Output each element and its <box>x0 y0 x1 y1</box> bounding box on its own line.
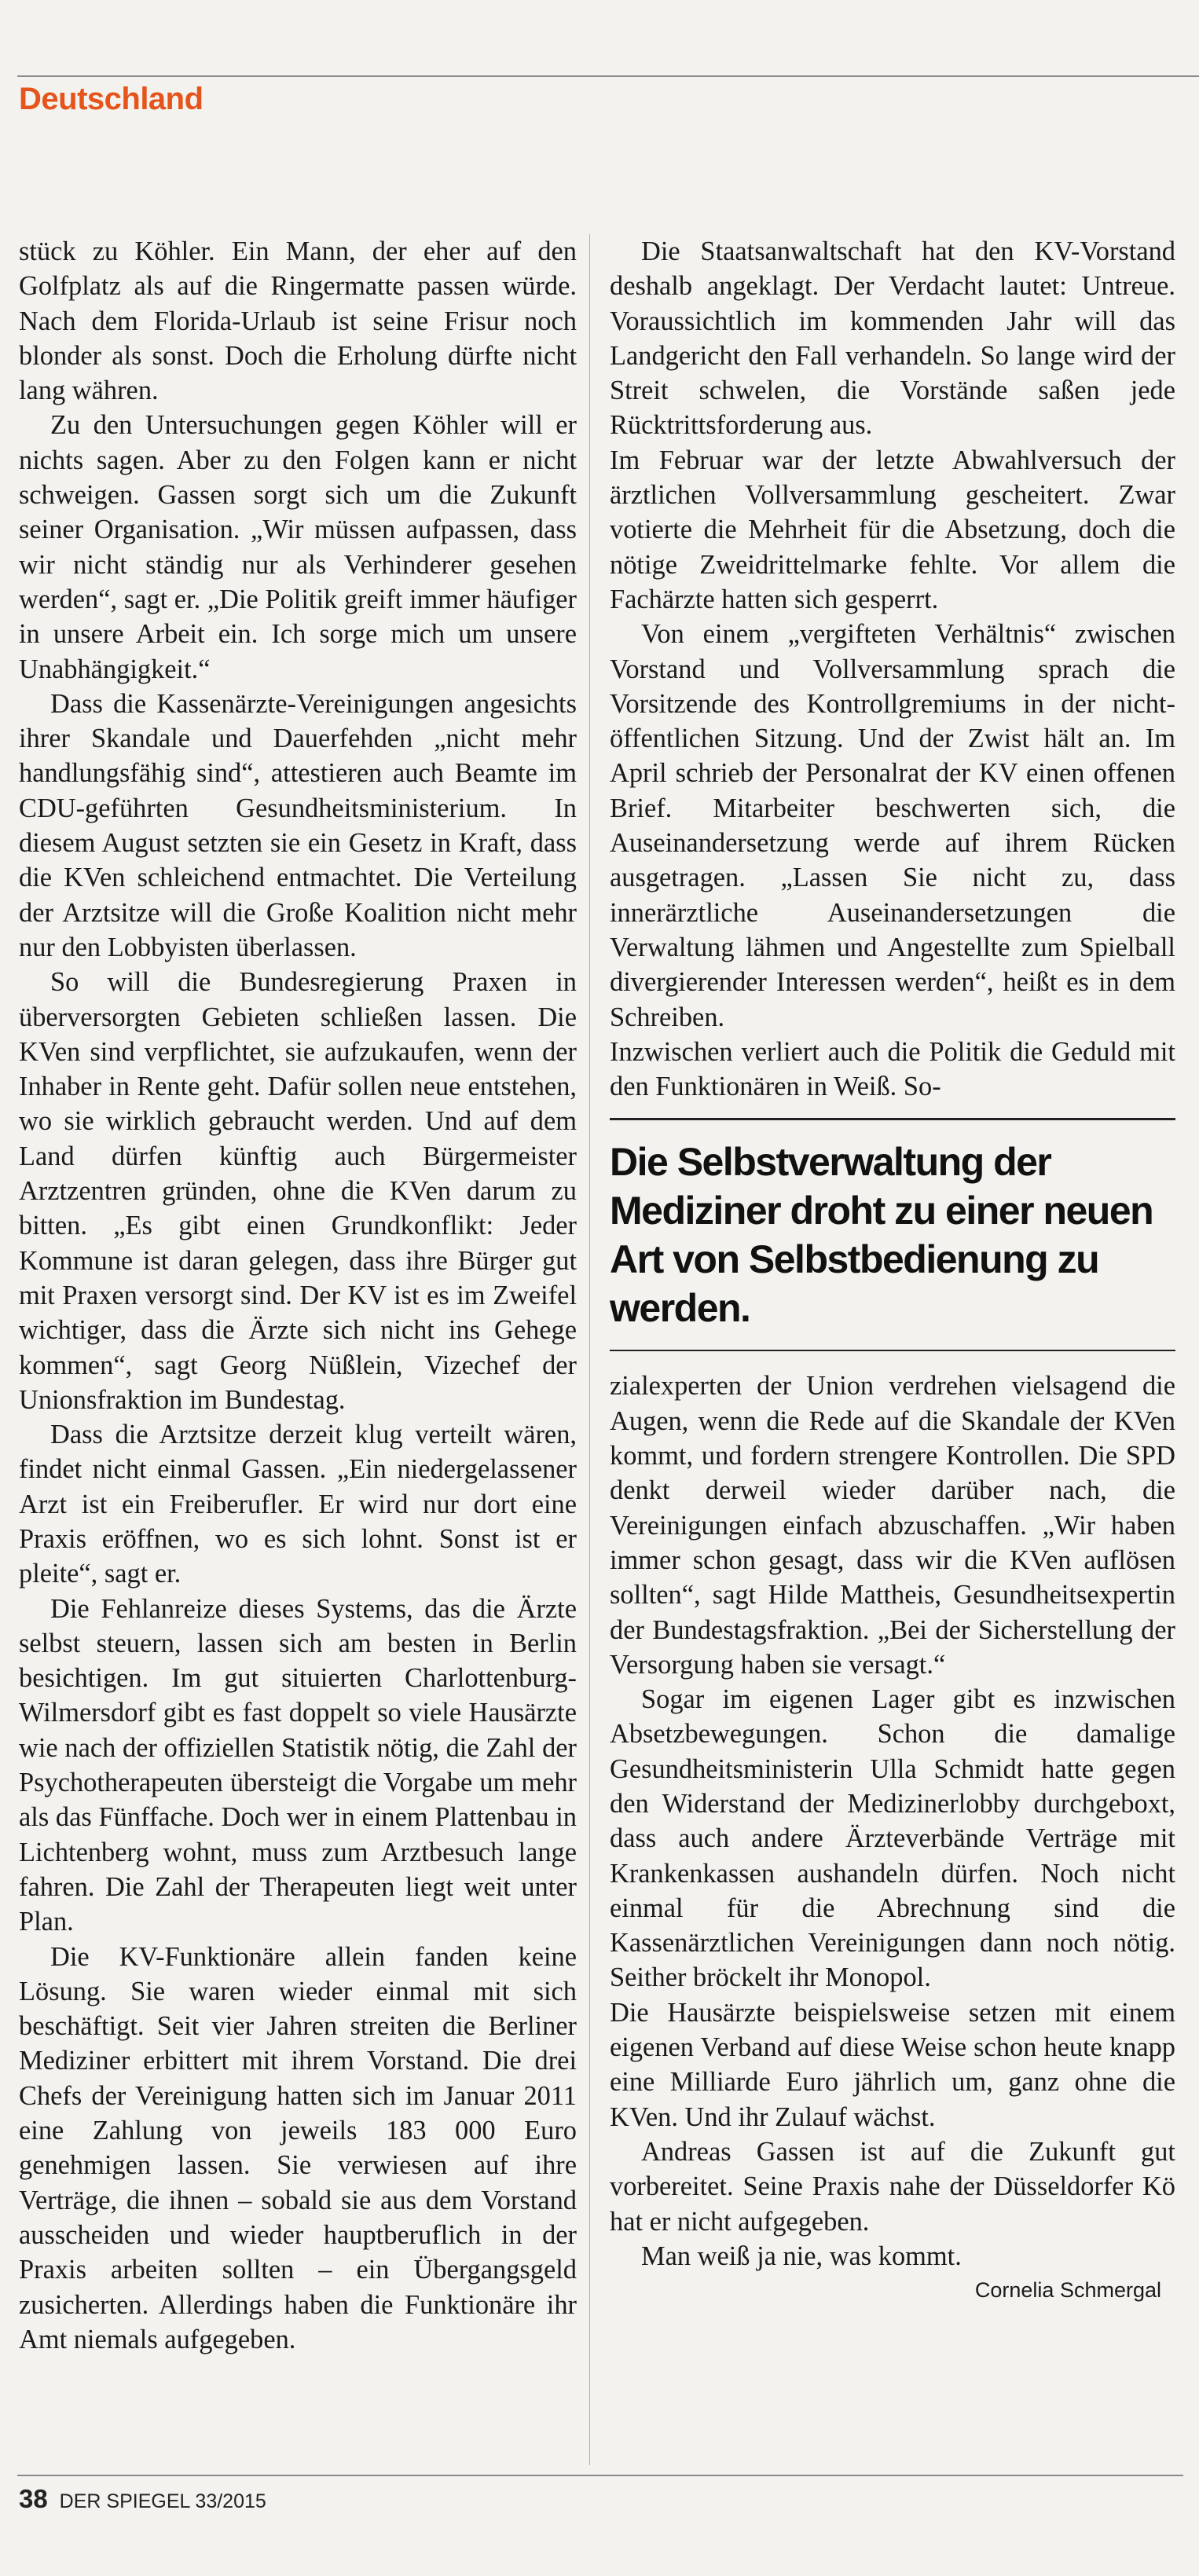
article-column-right <box>610 234 1175 2305</box>
paragraph: Die Hausärzte beispielsweise setzen mit einem eigenen Verband auf diese Weise schon heute knapp eine Milliarde Euro jährlich um, ganz ohne die KVen. Und ihr Zulauf wächst. <box>610 1997 1175 2132</box>
column-divider <box>589 234 590 2465</box>
paragraph: Andreas Gassen ist auf die Zukunft gut vorbereitet. Seine Praxis nahe der Düsseldorfer Kö hat er nicht aufgegeben. <box>610 2136 1175 2237</box>
paragraph: Dass die Arztsitze derzeit klug verteilt wären, findet nicht einmal Gassen. „Ein niedergelassener Arzt ist ein Freiberufler. Er wird nur dort eine Praxis eröffnen, wo es sich lohnt. Sonst ist er pleite“, sagt er. <box>19 1420 577 1589</box>
footer-rule <box>17 2475 1183 2476</box>
article-column-left <box>19 234 577 2357</box>
paragraph: Inzwischen verliert auch die Politik die Geduld mit den Funktionären in Weiß. So- <box>610 1036 1175 1102</box>
pull-quote: Die Selbstverwaltung der Mediziner droht zu einer neuen Art von Selbstbedienung zu werden. <box>610 1118 1175 1351</box>
paragraph: Die KV-Funktionäre allein fanden keine Lösung. Sie waren wieder einmal mit sich beschäftigt. Seit vier Jahren streiten die Berliner Mediziner erbittert mit ihrem Vorstand. Die drei Chefs der Vereinigung hatten sich im Januar 2011 eine Zahlung von jeweils 183 000 Euro genehmigen lassen. Sie verwiesen auf ihre Verträge, die ihnen – sobald sie aus dem Vorstand ausscheiden und wieder hauptberuflich in der Praxis arbeiten sollten – ein Übergangsgeld zusicherten. Allerdings haben die Funktionäre ihr Amt niemals aufgegeben. <box>19 1941 577 2354</box>
section-label: Deutschland <box>19 82 204 116</box>
paragraph: Die Staatsanwaltschaft hat den KV-Vorstand deshalb angeklagt. Der Verdacht lautet: Untreue. Voraussichtlich im kommenden Jahr will das Landgericht den Fall verhandeln. So lange wird der Streit schwelen, die Vorstände saßen jede Rücktrittsforderung aus. <box>610 236 1175 441</box>
page-number: 38 <box>19 2484 48 2513</box>
publication-name: DER SPIEGEL 33/2015 <box>59 2490 266 2512</box>
paragraph: Man weiß ja nie, was kommt. <box>641 2241 962 2271</box>
paragraph: So will die Bundesregierung Praxen in überversorgten Gebieten schließen lassen. Die KVen sind verpflichtet, sie aufzukaufen, wenn der Inhaber in Rente geht. Dafür sollen neue entstehen, wo sie wirklich gebraucht werden. Und auf dem Land dürfen künftig auch Bürgermeister Arztzentren gründen, ohne die KVen darum zu bitten. „Es gibt einen Grundkonflikt: Jeder Kommune ist daran gelegen, dass ihre Bürger gut mit Praxen versorgt sind. Der KV ist es im Zweifel wichtiger, dass die Ärzte sich nicht ins Gehege kommen“, sagt Georg Nüßlein, Vizechef der Unionsfraktion im Bundestag. <box>19 967 577 1415</box>
paragraph: stück zu Köhler. Ein Mann, der eher auf den Golfplatz als auf die Ringermatte passen würde. Nach dem Florida-Urlaub ist seine Frisur noch blonder als sonst. Doch die Erholung dürfte nicht lang währen. <box>19 236 577 406</box>
paragraph: Von einem „vergifteten Verhältnis“ zwischen Vorstand und Vollversammlung sprach die Vorsitzende des Kontrollgremiums in der nicht-öffentlichen Sitzung. Und der Zwist hält an. Im April schrieb der Personalrat der KV einen offenen Brief. Mitarbeiter beschwerten sich, die Auseinandersetzung werde auf ihrem Rücken ausgetragen. „Lassen Sie nicht zu, dass innerärztliche Auseinandersetzungen die Verwaltung lähmen und Angestellte zum Spielball divergierender Interessen werden“, heißt es in dem Schreiben. <box>610 619 1175 1032</box>
paragraph: Sogar im eigenen Lager gibt es inzwischen Absetzbewegungen. Schon die damalige Gesundheitsministerin Ulla Schmidt hatte gegen den Widerstand der Medizinerlobby durchgeboxt, dass auch andere Ärzteverbände Verträge mit Krankenkassen aushandeln dürfen. Noch nicht einmal für die Abrechnung sind die Kassenärztlichen Vereinigungen dann noch nötig. Seither bröckelt ihr Monopol. <box>610 1684 1175 1993</box>
paragraph: Zu den Untersuchungen gegen Köhler will er nichts sagen. Aber zu den Folgen kann er nicht schweigen. Gassen sorgt sich um die Zukunft seiner Organisation. „Wir müssen aufpassen, dass wir nicht ständig nur als Verhinderer gesehen werden“, sagt er. „Die Politik greift immer häufiger in unsere Arbeit ein. Ich sorge mich um unsere Unabhängigkeit.“ <box>19 410 577 684</box>
paragraph: Dass die Kassenärzte-Vereinigungen angesichts ihrer Skandale und Dauerfehden „nicht mehr handlungsfähig sind“, attestieren auch Beamte im CDU-geführten Gesundheitsministerium. In diesem August setzten sie ein Gesetz in Kraft, dass die KVen schleichend entmachtet. Die Verteilung der Arztsitze will die Große Koalition nicht mehr nur den Lobbyisten überlassen. <box>19 688 577 962</box>
author-byline: Cornelia Schmergal <box>974 2278 1161 2303</box>
paragraph: Die Fehlanreize dieses Systems, das die Ärzte selbst steuern, lassen sich am besten in Berlin besichtigen. Im gut situierten Charlottenburg-Wilmersdorf gibt es fast doppelt so viele Hausärzte wie nach der offiziellen Statistik nötig, die Zahl der Psychotherapeuten übersteigt die Vorgabe um mehr als das Fünffache. Doch wer in einem Plattenbau in Lichtenberg wohnt, muss zum Arztbesuch lange fahren. Die Zahl der Therapeuten liegt weit unter Plan. <box>19 1593 577 1937</box>
paragraph: zialexperten der Union verdrehen vielsagend die Augen, wenn die Rede auf die Skandale der KVen kommt, und fordern strengere Kontrollen. Die SPD denkt derweil wieder darüber nach, die Vereinigungen einfach abzuschaffen. „Wir haben immer schon gesagt, dass wir die KVen auflösen sollten“, sagt Hilde Mattheis, Gesundheitsexpertin der Bundestagsfraktion. „Bei der Sicherstellung der Versorgung haben sie versagt.“ <box>610 1371 1175 1680</box>
header-rule <box>17 75 1199 77</box>
page-footer <box>19 2484 266 2514</box>
paragraph: Im Februar war der letzte Abwahlversuch der ärztlichen Vollversammlung gescheitert. Zwar votierte die Mehrheit für die Absetzung, doch die nötige Zweidrittelmarke fehlte. Vor allem die Fachärzte hatten sich gesperrt. <box>610 445 1175 614</box>
